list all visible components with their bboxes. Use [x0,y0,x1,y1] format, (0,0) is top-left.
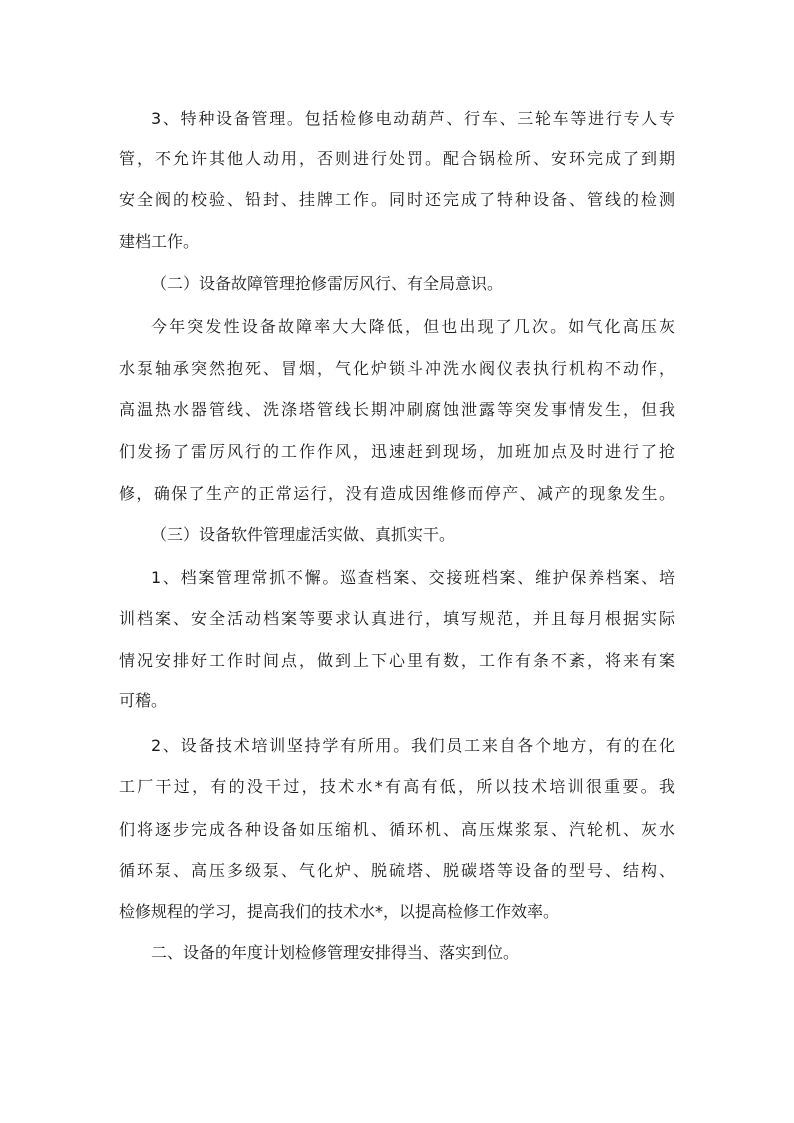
section-heading-3: （三）设备软件管理虚活实做、真抓实干。 [151,525,456,544]
paragraph-1-line-1: 3、特种设备管理。包括检修电动葫芦、行车、三轮车等进行专人专 [151,109,675,128]
paragraph-4-line-1: 2、设备技术培训坚持学有所用。我们员工来自各个地方，有的在化 [151,736,675,755]
paragraph-2-line-5: 修，确保了生产的正常运行，没有造成因维修而停产、减产的现象发生。 [119,484,675,503]
paragraph-2-line-4: 们发扬了雷厉风行的工作作风，迅速赶到现场，加班加点及时进行了抢 [119,442,675,461]
section-heading-2: （二）设备故障管理抢修雷厉风行、有全局意识。 [151,274,504,293]
paragraph-4-line-5: 检修规程的学习，提高我们的技术水*，以提高检修工作效率。 [119,902,560,921]
paragraph-2-line-2: 水泵轴承突然抱死、冒烟，气化炉锁斗冲洗水阀仪表执行机构不动作， [119,359,675,378]
paragraph-4-line-4: 循环泵、高压多级泵、气化炉、脱硫塔、脱碳塔等设备的型号、结构、 [119,861,675,880]
paragraph-1-line-3: 安全阀的校验、铅封、挂牌工作。同时还完成了特种设备、管线的检测 [119,190,675,209]
paragraph-1-line-2: 管，不允许其他人动用，否则进行处罚。配合锅检所、安环完成了到期 [119,149,675,168]
paragraph-3-line-4: 可稽。 [119,691,168,710]
paragraph-3-line-3: 情况安排好工作时间点，做到上下心里有数，工作有条不紊，将来有案 [119,651,675,670]
paragraph-2-line-3: 高温热水器管线、洗涤塔管线长期冲刷腐蚀泄露等突发事情发生，但我 [119,400,675,419]
paragraph-4-line-3: 们将逐步完成各种设备如压缩机、循环机、高压煤浆泵、汽轮机、灰水 [119,820,675,839]
paragraph-3-line-2: 训档案、安全活动档案等要求认真进行，填写规范，并且每月根据实际 [119,609,675,628]
section-heading-two: 二、设备的年度计划检修管理安排得当、落实到位。 [151,943,520,962]
paragraph-1-line-4: 建档工作。 [119,232,200,251]
paragraph-2-line-1: 今年突发性设备故障率大大降低，但也出现了几次。如气化高压灰 [151,317,675,336]
paragraph-3-line-1: 1、档案管理常抓不懈。巡查档案、交接班档案、维护保养档案、培 [151,568,675,587]
paragraph-4-line-2: 工厂干过，有的没干过，技术水*有高有低，所以技术培训很重要。我 [119,777,675,796]
